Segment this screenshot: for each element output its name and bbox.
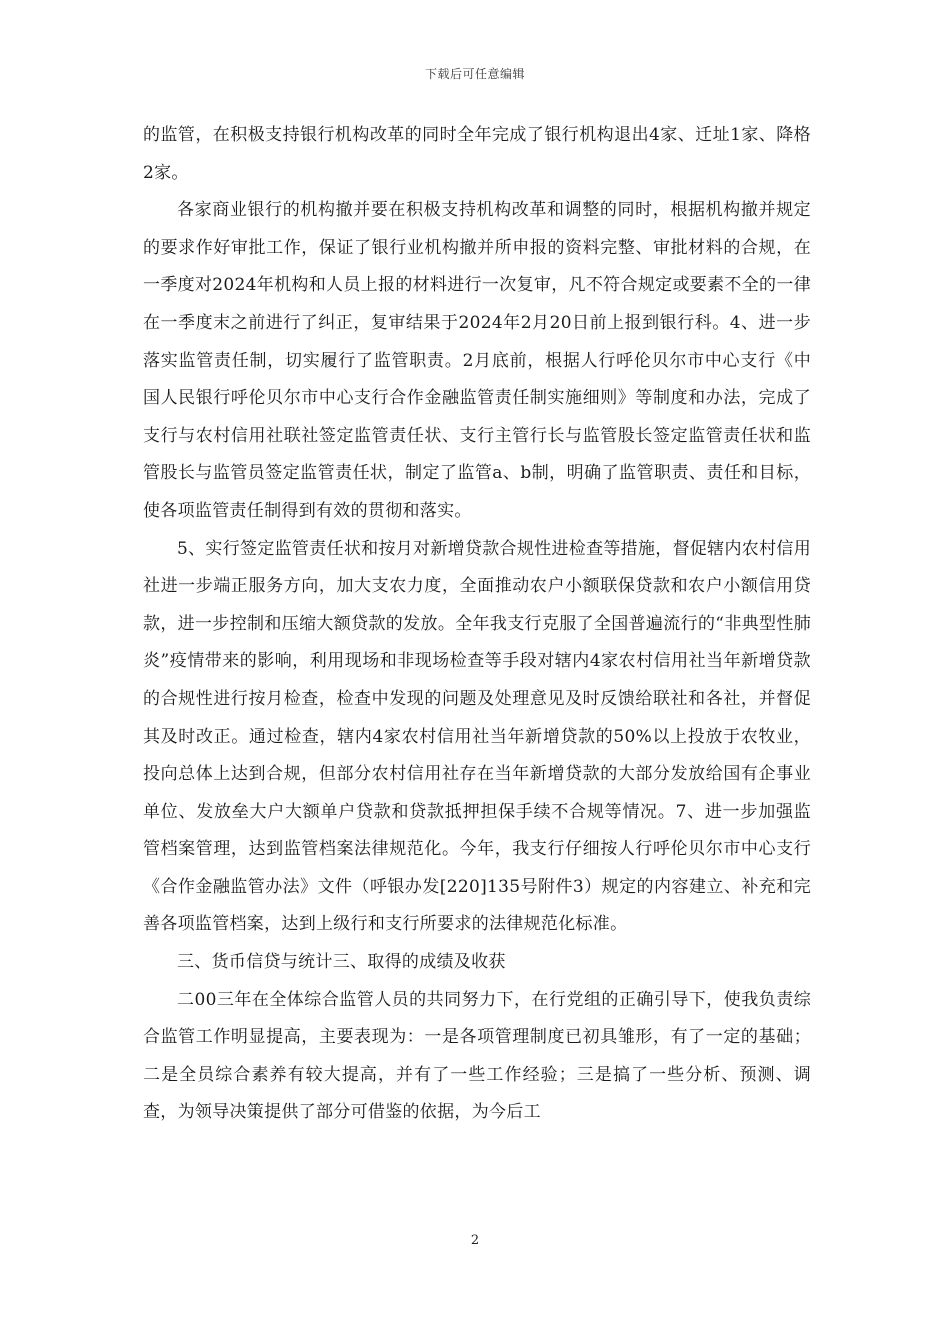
section-heading: 三、货币信贷与统计三、取得的成绩及收获 [177,952,506,973]
paragraph: 二00三年在全体综合监管人员的共同努力下，在行党组的正确引导下，使我负责综合监管工作明显提高，主要表现为：一是各项管理制度已初具雏形，有了一定的基础；二是全员综合素养有较大提高，并有了一些工作经验；三是搞了一些分析、预测、调查，为领导决策提供了部分可借鉴的依据，为今后工 [143,989,811,1123]
document-body [143,117,811,1132]
paragraph: 的监管，在积极支持银行机构改革的同时全年完成了银行机构退出4家、迁址1家、降格2家。 [143,125,811,183]
page-number: 2 [470,1233,480,1248]
page-header: 下载后可任意编辑 [424,67,525,81]
paragraph: 各家商业银行的机构撤并要在积极支持机构改革和调整的同时，根据机构撤并规定的要求作好审批工作，保证了银行业机构撤并所申报的资料完整、审批材料的合规，在一季度对2024年机构和人员上报的材料进行一次复审，凡不符合规定或要素不全的一律在一季度末之前进行了纠正，复审结果于2024年2月20日前上报到银行科。4、进一步落实监管责任制，切实履行了监管职责。2月底前，根据人行呼伦贝尔市中心支行《中国人民银行呼伦贝尔市中心支行合作金融监管责任制实施细则》等制度和办法，完成了支行与农村信用社联社签定监管责任状、支行主管行长与监管股长签定监管责任状和监管股长与监管员签定监管责任状，制定了监管a、b制，明确了监管职责、责任和目标，使各项监管责任制得到有效的贯彻和落实。 [143,200,811,521]
paragraph: 5、实行签定监管责任状和按月对新增贷款合规性进检查等措施，督促辖内农村信用社进一步端正服务方向，加大支农力度，全面推动农户小额联保贷款和农户小额信用贷款，进一步控制和压缩大额贷款的发放。全年我支行克服了全国普遍流行的“非典型性肺炎”疫情带来的影响，利用现场和非现场检查等手段对辖内4家农村信用社当年新增贷款的合规性进行按月检查，检查中发现的问题及处理意见及时反馈给联社和各社，并督促其及时改正。通过检查，辖内4家农村信用社当年新增贷款的50%以上投放于农牧业，投向总体上达到合规，但部分农村信用社存在当年新增贷款的大部分发放给国有企事业单位、发放垒大户大额单户贷款和贷款抵押担保手续不合规等情况。7、进一步加强监管档案管理，达到监管档案法律规范化。今年，我支行仔细按人行呼伦贝尔市中心支行《合作金融监管办法》文件（呼银办发[220]135号附件3）规定的内容建立、补充和完善各项监管档案，达到上级行和支行所要求的法律规范化标准。 [143,538,811,935]
